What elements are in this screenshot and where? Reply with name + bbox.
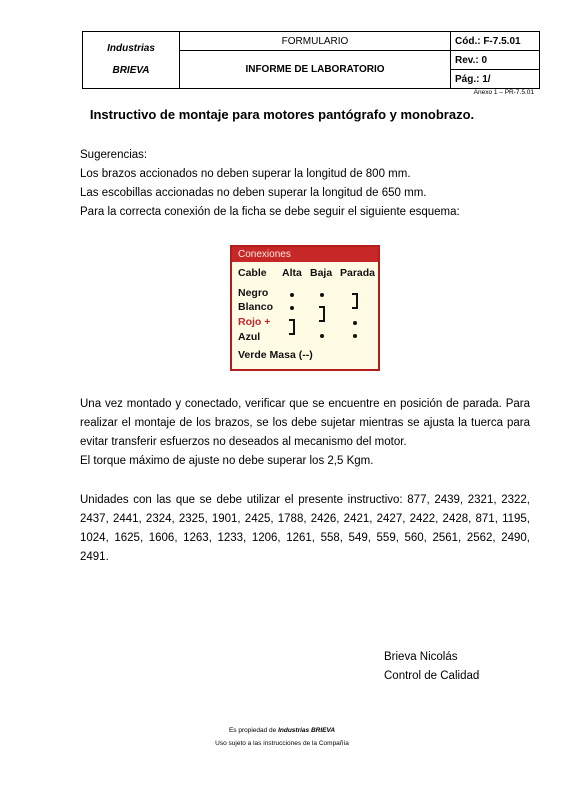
dot-blanco-alta (290, 306, 294, 310)
footer-usage: Uso sujeto a las instrucciones de la Compañía (215, 740, 349, 747)
page-number: Pág.: 1/ (451, 70, 540, 89)
form-label: FORMULARIO (180, 32, 451, 51)
signature-role: Control de Calidad (384, 670, 480, 682)
suggestions-block (80, 146, 530, 222)
report-title: INFORME DE LABORATORIO (180, 51, 451, 89)
connections-band: Conexiones (232, 247, 378, 262)
row-blanco: Blanco (238, 301, 274, 313)
col-alta: Alta (282, 267, 302, 279)
document-code: Cód.: F-7.5.01 (451, 32, 540, 51)
torque-paragraph: El torque máximo de ajuste no debe superar los 2,5 Kgm. (80, 455, 374, 467)
company-name-line2: BRIEVA (112, 65, 150, 76)
dot-azul-baja (320, 334, 324, 338)
bracket-negro-blanco-parada (352, 293, 358, 309)
connections-diagram (230, 245, 380, 371)
row-azul: Azul (238, 331, 261, 343)
signature-name: Brieva Nicolás (384, 651, 458, 663)
row-rojo: Rojo + (238, 316, 271, 328)
document-header (82, 31, 540, 89)
dot-negro-baja (320, 293, 324, 297)
bracket-blanco-rojo-baja (319, 306, 325, 322)
dot-azul-parada (353, 334, 357, 338)
footer-prefix: Es propiedad de (228, 727, 279, 734)
document-title: Instructivo de montaje para motores pantógrafo y monobrazo. (89, 107, 475, 122)
bracket-rojo-azul-alta (289, 319, 295, 335)
company-name-line1: Industrias (107, 43, 155, 54)
revision-number: Rev.: 0 (451, 51, 540, 70)
col-baja: Baja (310, 267, 333, 279)
suggestion-line: Las escobillas accionadas no deben superar la longitud de 650 mm. (80, 187, 427, 199)
row-verde-masa: Verde Masa (--) (238, 349, 313, 361)
footer-ownership (0, 727, 564, 734)
dot-rojo-parada (353, 321, 357, 325)
suggestion-line: Los brazos accionados no deben superar la longitud de 800 mm. (80, 168, 411, 180)
mounting-paragraph: Una vez montado y conectado, verificar que se encuentre en posición de parada. Para realizar el montaje de los brazos, se los debe sujetar mientras se ajusta la tuerca para evitar transferir esfuerzos no deseados al mecanismo del motor. (80, 398, 530, 448)
units-paragraph: Unidades con las que se debe utilizar el presente instructivo: 877, 2439, 2321, 2322, 2437, 2441, 2324, 2325, 1901, 2425, 1788, 2426, 2421, 2427, 2422, 2428, 871, 1195, 1024, 1625, 1606, 1263, 1233, 1206, 1261, 558, 549, 559, 560, 2561, 2562, 2490, 2491. (80, 494, 530, 563)
annex-reference: Anexo 1 – PR-7.5.01 (473, 89, 534, 96)
suggestion-line: Para la correcta conexión de la ficha se debe seguir el siguiente esquema: (80, 206, 460, 218)
footer-company: Industrias BRIEVA (278, 727, 336, 734)
row-negro: Negro (238, 287, 269, 299)
col-parada: Parada (340, 267, 376, 279)
dot-negro-alta (290, 293, 294, 297)
company-cell (83, 32, 180, 89)
col-cable: Cable (238, 267, 267, 279)
suggestions-heading: Sugerencias: (80, 149, 148, 161)
